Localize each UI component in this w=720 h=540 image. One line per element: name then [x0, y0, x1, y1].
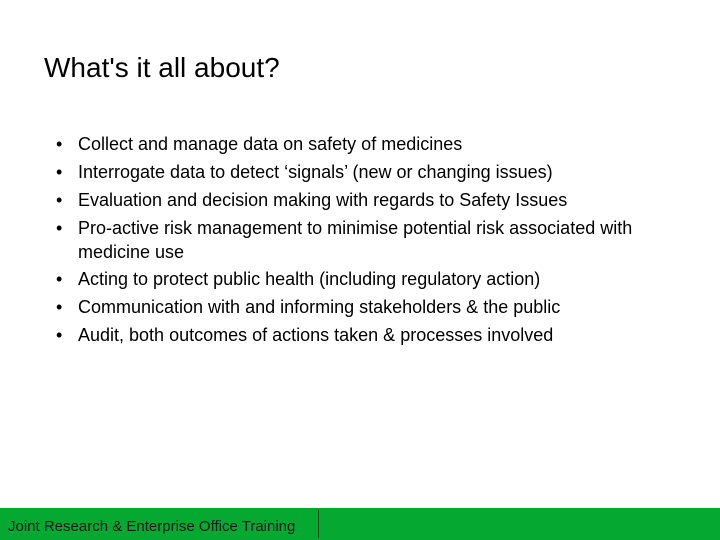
footer-box	[2, 510, 319, 538]
bullet-item	[56, 295, 676, 319]
bullet-text: Communication with and informing stakeholders & the public	[78, 297, 561, 317]
bullet-list	[56, 132, 676, 351]
bullet-text: Evaluation and decision making with regards to Safety Issues	[78, 190, 568, 210]
bullet-symbol: •	[56, 134, 63, 154]
bullet-item	[56, 132, 676, 156]
bullet-symbol: •	[56, 269, 63, 289]
bullet-item	[56, 188, 676, 212]
bullet-text: Collect and manage data on safety of medicines	[78, 134, 463, 154]
bullet-symbol: •	[56, 297, 63, 317]
bullet-symbol: •	[56, 190, 63, 210]
bullet-symbol: •	[56, 218, 63, 238]
bullet-symbol: •	[56, 325, 63, 345]
bullet-text: Acting to protect public health (including regulatory action)	[78, 269, 541, 289]
bullet-item	[56, 160, 676, 184]
footer-bar	[0, 508, 720, 540]
bullet-item	[56, 323, 676, 347]
bullet-symbol: •	[56, 162, 63, 182]
bullet-item	[56, 216, 676, 264]
bullet-text: Pro-active risk management to minimise potential risk associated with medicine use	[78, 218, 633, 262]
bullet-item	[56, 267, 676, 291]
bullet-text: Interrogate data to detect ‘signals’ (new or changing issues)	[78, 162, 553, 182]
footer-text: Joint Research & Enterprise Office Training	[8, 518, 296, 535]
slide-title: What's it all about?	[44, 52, 280, 83]
bullet-text: Audit, both outcomes of actions taken & processes involved	[78, 325, 554, 345]
